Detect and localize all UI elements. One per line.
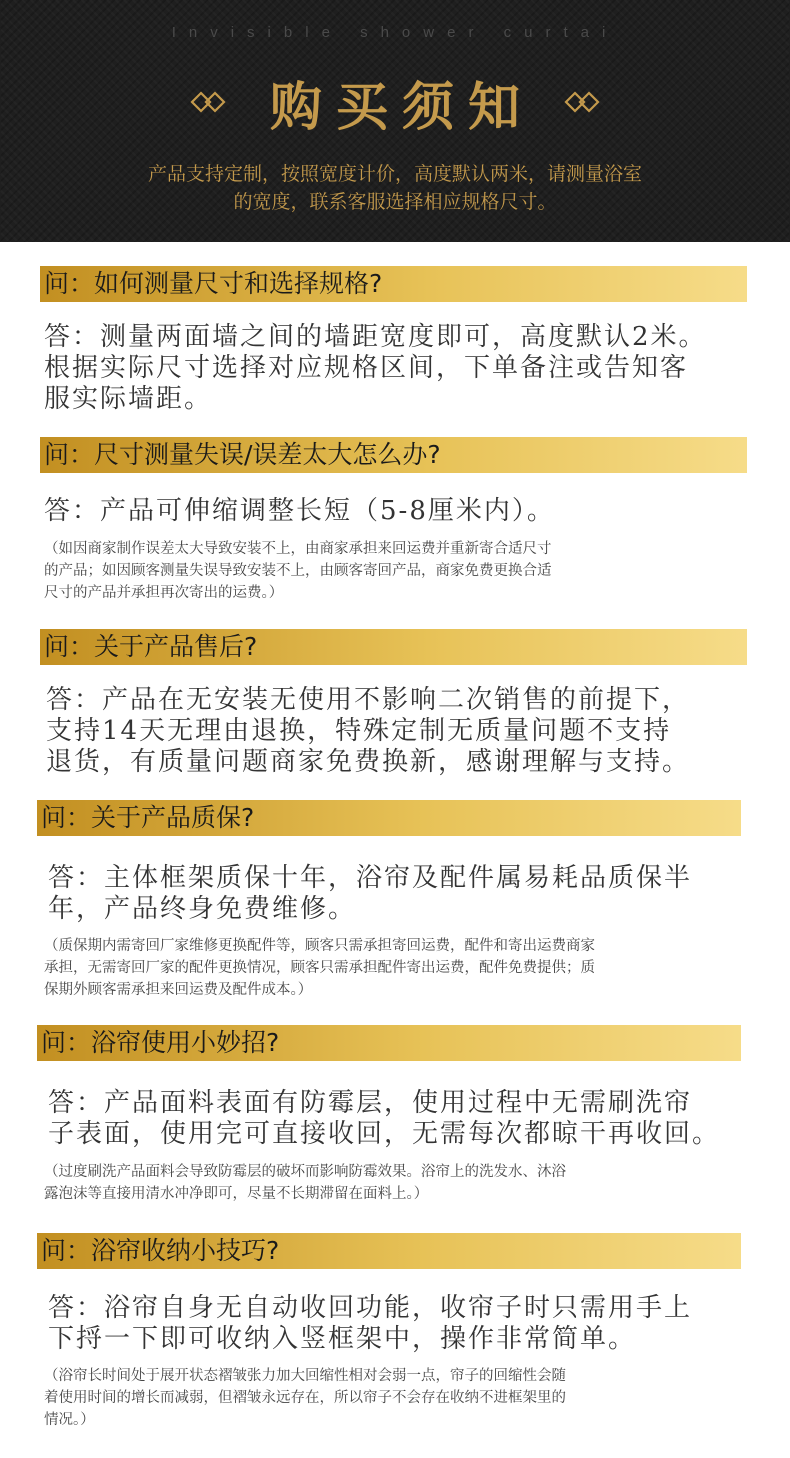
answer-line: 根据实际尺寸选择对应规格区间，下单备注或告知客 — [44, 353, 689, 383]
faq-note-4 — [44, 935, 595, 1001]
answer-line: 子表面，使用完可直接收回，无需每次都晾干再收回。 — [48, 1119, 721, 1149]
double-diamond-icon — [190, 91, 230, 113]
answer-line: 答：主体框架质保十年，浴帘及配件属易耗品质保半 — [48, 863, 693, 893]
note-line: 露泡沫等直接用清水冲净即可，尽量不长期滞留在面料上。） — [44, 1186, 429, 1202]
faq-note-2 — [44, 538, 552, 604]
title-row — [0, 72, 790, 138]
page-title: 购买须知 — [269, 77, 534, 138]
header-description — [0, 160, 790, 216]
faq-question-4: 问：关于产品质保? — [37, 800, 741, 836]
faq-note-5 — [44, 1161, 566, 1205]
note-line: （如因商家制作误差太大导致安装不上，由商家承担来回运费并重新寄合适尺寸 — [44, 541, 552, 557]
faq-answer-5 — [48, 1088, 720, 1150]
faq-question-6: 问：浴帘收纳小技巧? — [37, 1233, 741, 1269]
note-line: （过度刷洗产品面料会导致防霉层的破坏而影响防霉效果。浴帘上的洗发水、沐浴 — [44, 1164, 566, 1180]
faq-answer-1 — [44, 322, 707, 415]
note-line: 尺寸的产品并承担再次寄出的运费。） — [44, 585, 284, 601]
answer-line: 答：产品面料表面有防霉层，使用过程中无需刷洗帘 — [48, 1088, 693, 1118]
header-banner — [0, 0, 790, 242]
header-description-line: 的宽度，联系客服选择相应规格尺寸。 — [233, 191, 557, 213]
faq-answer-3 — [46, 685, 690, 778]
faq-answer-6 — [48, 1293, 692, 1355]
faq-question-3: 问：关于产品售后? — [40, 629, 747, 665]
faq-question-1: 问：如何测量尺寸和选择规格? — [40, 266, 747, 302]
english-subtitle: Invisible shower curtai — [171, 24, 619, 41]
answer-line: 支持14天无理由退换，特殊定制无质量问题不支持 — [46, 716, 672, 746]
note-line: 保期外顾客需承担来回运费及配件成本。） — [44, 982, 313, 998]
faq-note-6 — [44, 1365, 566, 1431]
note-line: 着使用时间的增长而减弱，但褶皱永远存在，所以帘子不会存在收纳不进框架里的 — [44, 1390, 566, 1406]
answer-line: 年，产品终身免费维修。 — [48, 894, 357, 924]
note-line: 的产品；如因顾客测量失误导致安装不上，由顾客寄回产品，商家免费更换合适 — [44, 563, 552, 579]
answer-line: 退货，有质量问题商家免费换新，感谢理解与支持。 — [46, 747, 691, 777]
answer-line: 下捋一下即可收纳入竖框架中，操作非常简单。 — [48, 1324, 637, 1354]
note-line: （浴帘长时间处于展开状态褶皱张力加大回缩性相对会弱一点，帘子的回缩性会随 — [44, 1368, 566, 1384]
faq-question-5: 问：浴帘使用小妙招? — [37, 1025, 741, 1061]
faq-question-2: 问：尺寸测量失误/误差太大怎么办? — [40, 437, 747, 473]
answer-line: 答：测量两面墙之间的墙距宽度即可，高度默认2米。 — [44, 322, 707, 352]
answer-line: 答：产品在无安装无使用不影响二次销售的前提下， — [46, 685, 691, 715]
faq-answer-2 — [44, 496, 555, 527]
note-line: 承担，无需寄回厂家的配件更换情况，顾客只需承担配件寄出运费，配件免费提供；质 — [44, 960, 595, 976]
answer-line: 服实际墙距。 — [44, 384, 213, 414]
faq-answer-4 — [48, 863, 692, 925]
answer-line: 答：产品可伸缩调整长短（5-8厘米内）。 — [44, 496, 555, 526]
note-line: 情况。） — [44, 1412, 95, 1428]
note-line: （质保期内需寄回厂家维修更换配件等，顾客只需承担寄回运费，配件和寄出运费商家 — [44, 938, 595, 954]
answer-line: 答：浴帘自身无自动收回功能，收帘子时只需用手上 — [48, 1293, 693, 1323]
double-diamond-icon — [560, 91, 600, 113]
header-description-line: 产品支持定制，按照宽度计价，高度默认两米，请测量浴室 — [147, 163, 642, 185]
